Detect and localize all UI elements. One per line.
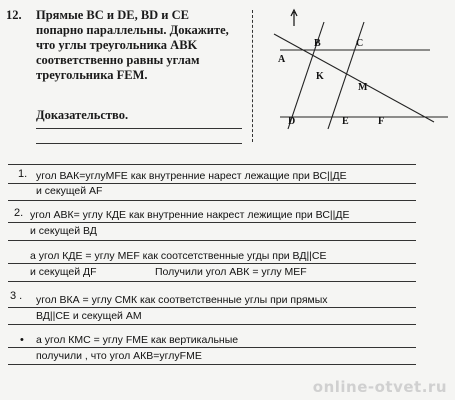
label-point: K xyxy=(316,71,324,82)
step-line: и секущей ДF xyxy=(30,266,97,278)
step-number: 1. xyxy=(18,168,28,180)
step-line: получили , что угол АКВ=углуFME xyxy=(36,350,202,362)
ruled-line xyxy=(8,281,416,282)
label-point: M xyxy=(358,82,368,93)
ruled-line xyxy=(8,307,416,308)
label-point: D xyxy=(288,116,296,127)
blank-line xyxy=(36,128,242,129)
ruled-line xyxy=(8,263,416,264)
ruled-line xyxy=(8,183,416,184)
step-line: угол АВК= углу КДЕ как внутренние накрест лежищие при ВС||ДЕ xyxy=(30,209,350,221)
label-point: B xyxy=(314,38,321,49)
ruled-line xyxy=(8,347,416,348)
bullet-mark: • xyxy=(20,334,24,346)
ruled-line xyxy=(8,324,416,325)
watermark: online-otvet.ru xyxy=(312,378,447,396)
label-point: F xyxy=(378,116,385,127)
problem-statement xyxy=(6,8,246,82)
step-line: а угол КДЕ = углу МЕF как соотсетственные угды при ВД||СЕ xyxy=(30,250,327,262)
problem-number: 12. xyxy=(6,8,22,22)
ruled-line xyxy=(8,164,416,165)
line-af xyxy=(274,34,434,122)
separator-dashed xyxy=(252,10,253,142)
proof-label: Доказательство. xyxy=(36,108,129,122)
step-number: 3 . xyxy=(10,290,23,302)
ruled-line xyxy=(8,222,416,223)
label-point: A xyxy=(278,54,286,65)
blank-line xyxy=(36,143,242,144)
label-point: C xyxy=(356,38,364,49)
ruled-line xyxy=(8,200,416,201)
problem-text: Прямые BC и DE, BD и CE попарно параллельны. Докажите, что углы треугольника ABK соответственно равны углам треугольника FEM. xyxy=(36,8,229,82)
step-line: и секущей AF xyxy=(36,185,103,197)
step-line: а угол КМС = углу FME как вертикальные xyxy=(36,334,239,346)
step-line: угол ВАК=углуMFE как внутренние нарест лежащие при ВС||ДЕ xyxy=(36,170,347,182)
arrow-icon xyxy=(291,10,297,26)
ruled-line xyxy=(8,364,416,365)
step-line: и секущей ВД xyxy=(30,225,97,237)
step-number: 2. xyxy=(14,207,24,219)
ruled-line xyxy=(8,240,416,241)
label-point: E xyxy=(342,116,349,127)
step-line: угол ВКА = углу СМК как соответственные углы при прямых xyxy=(36,294,328,306)
step-conclusion: Получили угол АВК = углу МЕF xyxy=(155,266,307,278)
geometry-figure xyxy=(258,4,454,139)
step-line: ВД||СЕ и секущей АМ xyxy=(36,310,142,322)
